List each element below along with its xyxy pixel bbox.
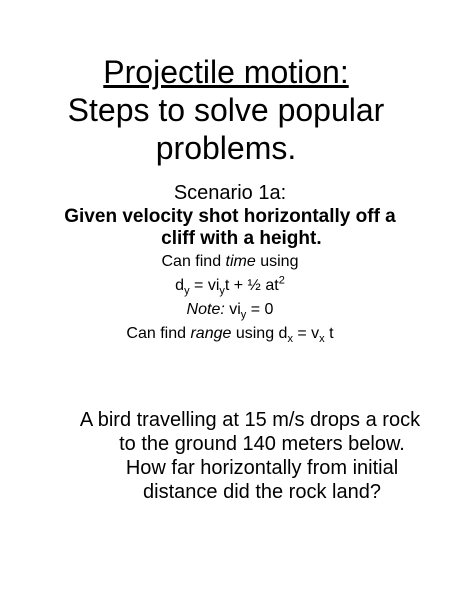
time-post: using [255, 253, 299, 270]
range-eq: = v [292, 325, 320, 342]
eq1-b-sub: y [219, 285, 225, 298]
eq1-c-sup: 2 [278, 274, 285, 287]
slide-title [40, 53, 412, 167]
note-a: vi [224, 301, 241, 318]
range-line [60, 322, 400, 346]
range-sub-2: x [319, 333, 325, 346]
time-line [60, 250, 400, 274]
time-equation [60, 274, 400, 298]
eq1-c: t + ½ at [224, 277, 279, 294]
time-pre: Can find [161, 253, 226, 270]
range-sub-1: x [287, 333, 293, 346]
eq1-a: d [175, 277, 185, 294]
eq1-a-sub: y [184, 285, 190, 298]
range-pre: Can find [126, 325, 191, 342]
scenario-block [60, 181, 400, 346]
note-b: = 0 [246, 301, 274, 318]
note-a-sub: y [240, 309, 247, 322]
range-end: t [324, 325, 334, 342]
note-label: Note: [186, 301, 225, 318]
range-mid: using d [231, 325, 288, 342]
eq1-b: = vi [189, 277, 220, 294]
scenario-given: Given velocity shot horizontally off a cliff with a height. [64, 206, 396, 249]
time-word: time [225, 253, 256, 270]
title-line-2: Steps to solve popular problems. [67, 92, 385, 166]
note-line [60, 298, 400, 322]
problem-text: A bird travelling at 15 m/s drops a rock to the ground 140 meters below. How far horizontally from initial distance did the rock land? [79, 409, 421, 503]
title-line-1: Projectile motion: [103, 54, 349, 90]
range-word: range [190, 325, 232, 342]
scenario-label: Scenario 1a: [173, 182, 287, 204]
